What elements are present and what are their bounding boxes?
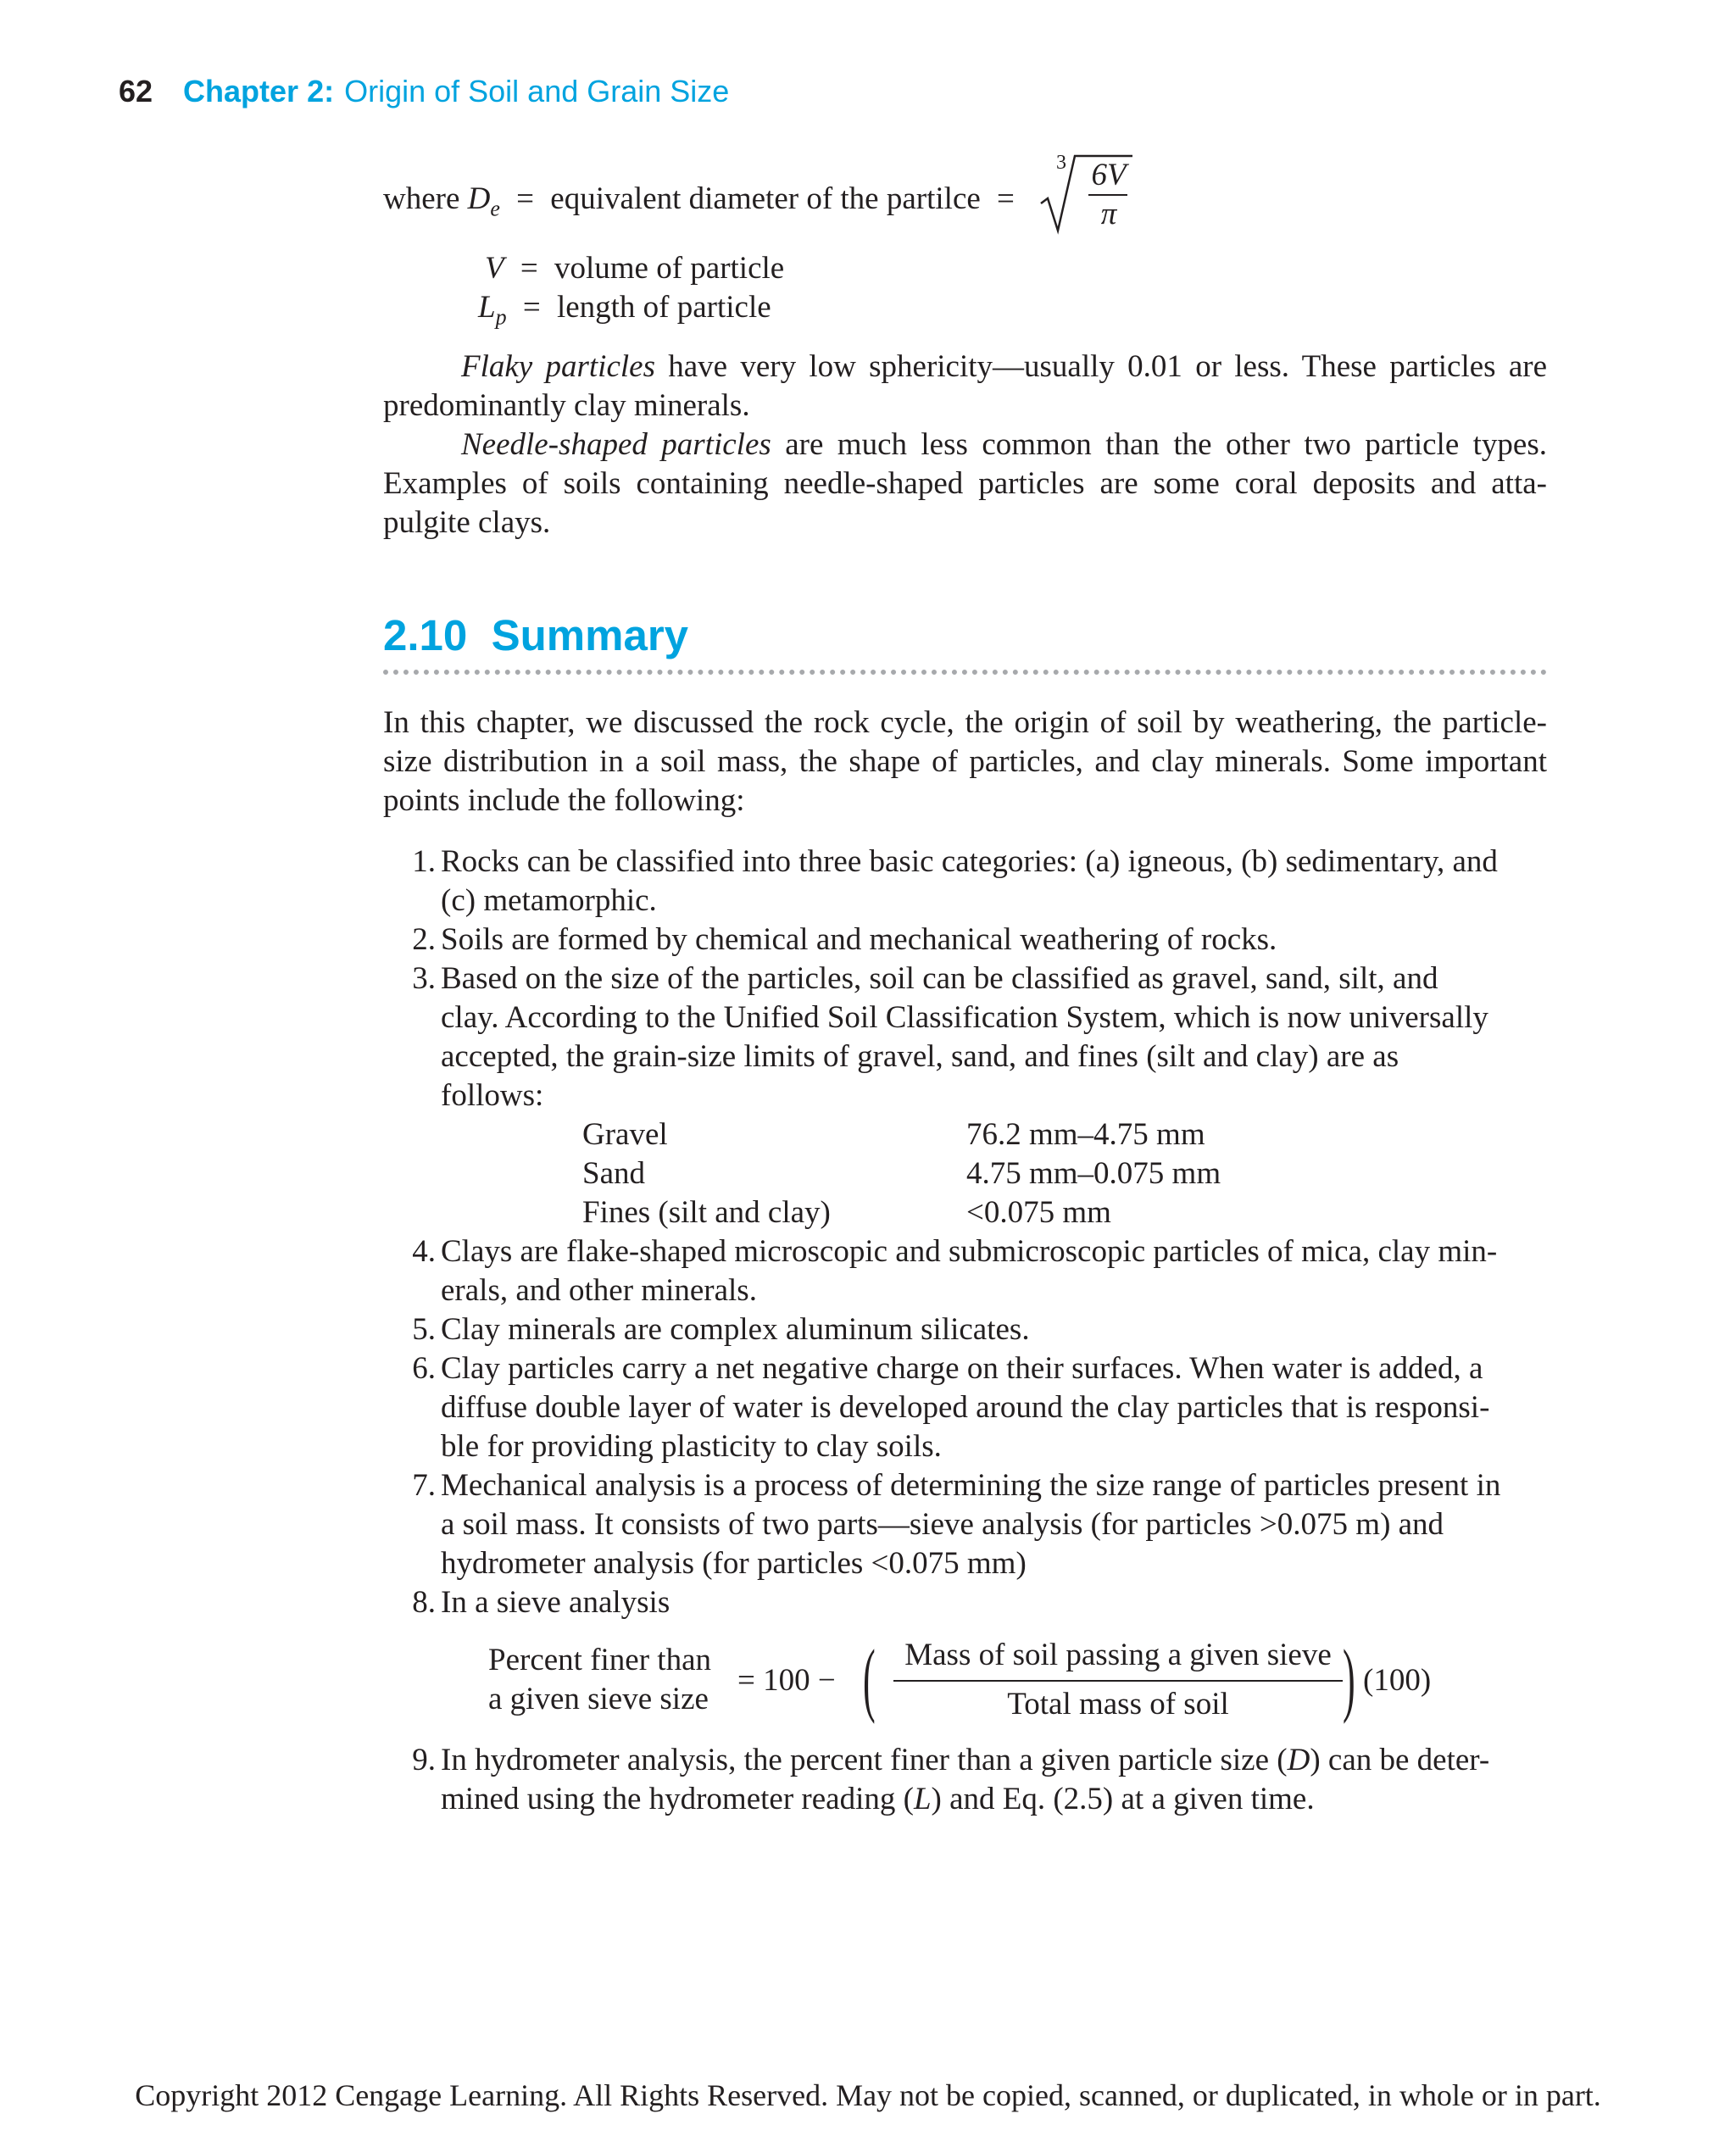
needle-paragraph xyxy=(383,426,1547,542)
section-number: 2.10 xyxy=(383,611,468,659)
needle-line-3: pulgite clays. xyxy=(383,505,551,540)
de-subscript: e xyxy=(490,196,500,221)
grain-name: Fines (silt and clay) xyxy=(582,1195,831,1230)
copyright-notice: Copyright 2012 Cengage Learning. All Rights Reserved. May not be copied, scanned, or duplicated, in whole or in part. xyxy=(135,2078,1601,2112)
item-number: 3. xyxy=(412,961,436,996)
item-text-part: In hydrometer analysis, the percent finer than a given particle size ( xyxy=(441,1743,1288,1777)
grain-range: <0.075 mm xyxy=(966,1195,1111,1230)
summary-intro xyxy=(383,704,1547,820)
item-text: Rocks can be classified into three basic categories: (a) igneous, (b) sedimentary, and xyxy=(441,844,1498,879)
item-number: 6. xyxy=(412,1351,436,1386)
item-text: Clay minerals are complex aluminum silicates. xyxy=(441,1312,1030,1347)
item-text: erals, and other minerals. xyxy=(441,1273,757,1308)
list-item xyxy=(383,1741,1547,1819)
summary-list xyxy=(383,843,1547,1819)
lp-definition: length of particle xyxy=(556,290,771,325)
flaky-line-1: have very low sphericity—usually 0.01 or less. These particles are xyxy=(668,349,1547,384)
grain-name: Sand xyxy=(582,1156,645,1191)
symbol-l: L xyxy=(913,1782,932,1816)
symbol-d: D xyxy=(1287,1743,1310,1777)
definition-de xyxy=(383,180,1023,228)
lp-subscript: p xyxy=(495,304,507,330)
item-text-part: mined using the hydrometer reading ( xyxy=(441,1782,914,1816)
grain-range: 4.75 mm–0.075 mm xyxy=(966,1156,1221,1191)
section-title: Summary xyxy=(491,611,689,659)
particle-shape-paragraphs xyxy=(383,348,1547,542)
flaky-paragraph xyxy=(383,348,1547,426)
item-text: a soil mass. It consists of two parts—sieve analysis (for particles >0.075 m) and xyxy=(441,1507,1444,1542)
fraction-denominator: Total mass of soil xyxy=(1007,1687,1229,1721)
lhs-line-1: Percent finer than xyxy=(488,1643,711,1677)
definition-lp xyxy=(478,288,771,337)
item-number: 5. xyxy=(412,1312,436,1347)
item-text: diffuse double layer of water is developed around the clay particles that is responsi- xyxy=(441,1390,1490,1425)
item-number: 8. xyxy=(412,1585,436,1620)
item-text-part: ) and Eq. (2.5) at a given time. xyxy=(931,1782,1315,1816)
table-row xyxy=(966,1115,1205,1154)
de-symbol: D xyxy=(467,181,491,216)
root-denominator: π xyxy=(1100,197,1117,231)
item-text: Mechanical analysis is a process of determining the size range of particles present in xyxy=(441,1468,1501,1503)
equation-lhs xyxy=(488,1641,711,1719)
left-paren: ( xyxy=(863,1633,876,1725)
list-item xyxy=(383,843,1547,921)
equals-sign: = xyxy=(520,251,538,286)
item-number: 1. xyxy=(412,844,436,879)
item-number: 2. xyxy=(412,922,436,957)
right-paren: ) xyxy=(1343,1633,1355,1725)
page-number: 62 xyxy=(119,74,153,108)
item-text: hydrometer analysis (for particles <0.075 mm) xyxy=(441,1546,1027,1581)
fraction-numerator: Mass of soil passing a given sieve xyxy=(893,1636,1343,1682)
item-text xyxy=(441,1780,1547,1819)
table-row xyxy=(582,1193,831,1232)
item-text: follows: xyxy=(441,1078,544,1113)
item-number: 7. xyxy=(412,1468,436,1503)
item-text: Based on the size of the particles, soil can be classified as gravel, sand, silt, and xyxy=(441,961,1438,996)
item-text xyxy=(441,1741,1547,1780)
sieve-equation xyxy=(441,1633,1547,1741)
item-number: 9. xyxy=(412,1743,436,1777)
list-item xyxy=(383,1310,1547,1349)
root-numerator: 6V xyxy=(1091,158,1127,192)
cube-root-expression xyxy=(1039,153,1132,237)
root-index: 3 xyxy=(1056,152,1066,174)
grain-range: 76.2 mm–4.75 mm xyxy=(966,1117,1205,1152)
list-item xyxy=(383,1583,1547,1741)
equals-sign: = xyxy=(997,181,1015,216)
item-text: Soils are formed by chemical and mechanical weathering of rocks. xyxy=(441,922,1277,957)
intro-line-3: points include the following: xyxy=(383,783,745,818)
table-row xyxy=(582,1115,668,1154)
section-divider xyxy=(383,670,1547,675)
equation-factor: (100) xyxy=(1363,1663,1432,1698)
item-text: ble for providing plasticity to clay soils. xyxy=(441,1429,942,1464)
chapter-label: Chapter 2: xyxy=(183,74,335,108)
equation-fraction xyxy=(893,1636,1343,1724)
lp-symbol: L xyxy=(478,290,496,325)
needle-line-2: Examples of soils containing needle-shaped particles are some coral deposits and atta- xyxy=(383,466,1547,501)
chapter-title: Origin of Soil and Grain Size xyxy=(344,74,730,108)
flaky-line-2: predominantly clay minerals. xyxy=(383,388,750,423)
equation-operator: = 100 − xyxy=(737,1663,836,1698)
needle-term: Needle-shaped particles xyxy=(461,427,771,462)
item-text: clay. According to the Unified Soil Classification System, which is now universally xyxy=(441,1000,1488,1035)
running-head xyxy=(119,73,729,110)
grain-size-table xyxy=(441,1115,1547,1232)
item-text: Clay particles carry a net negative charge on their surfaces. When water is added, a xyxy=(441,1351,1483,1386)
table-row xyxy=(966,1154,1221,1193)
item-text: In a sieve analysis xyxy=(441,1585,670,1620)
section-heading xyxy=(383,610,688,661)
list-item xyxy=(383,959,1547,1232)
list-item xyxy=(383,921,1547,959)
item-text: (c) metamorphic. xyxy=(441,883,657,918)
definition-v xyxy=(485,249,784,288)
equals-sign: = xyxy=(522,290,541,325)
item-text: accepted, the grain-size limits of gravel, sand, and fines (silt and clay) are as xyxy=(441,1039,1399,1074)
item-number: 4. xyxy=(412,1234,436,1269)
flaky-term: Flaky particles xyxy=(461,349,655,384)
table-row xyxy=(582,1154,645,1193)
table-row xyxy=(966,1193,1111,1232)
item-text: Clays are flake-shaped microscopic and submicroscopic particles of mica, clay min- xyxy=(441,1234,1498,1269)
lhs-line-2: a given sieve size xyxy=(488,1682,709,1716)
where-word: where xyxy=(383,181,460,216)
item-text-part: ) can be deter- xyxy=(1310,1743,1490,1777)
v-symbol: V xyxy=(485,251,504,286)
v-definition: volume of particle xyxy=(554,251,785,286)
equals-sign: = xyxy=(516,181,535,216)
needle-line-1: are much less common than the other two particle types. xyxy=(785,427,1548,462)
list-item xyxy=(383,1349,1547,1466)
list-item xyxy=(383,1466,1547,1583)
list-item xyxy=(383,1232,1547,1310)
intro-line-1: In this chapter, we discussed the rock cycle, the origin of soil by weathering, the particle- xyxy=(383,705,1547,740)
grain-name: Gravel xyxy=(582,1117,668,1152)
intro-line-2: size distribution in a soil mass, the shape of particles, and clay minerals. Some important xyxy=(383,744,1547,779)
de-definition: equivalent diameter of the partilce xyxy=(550,181,981,216)
